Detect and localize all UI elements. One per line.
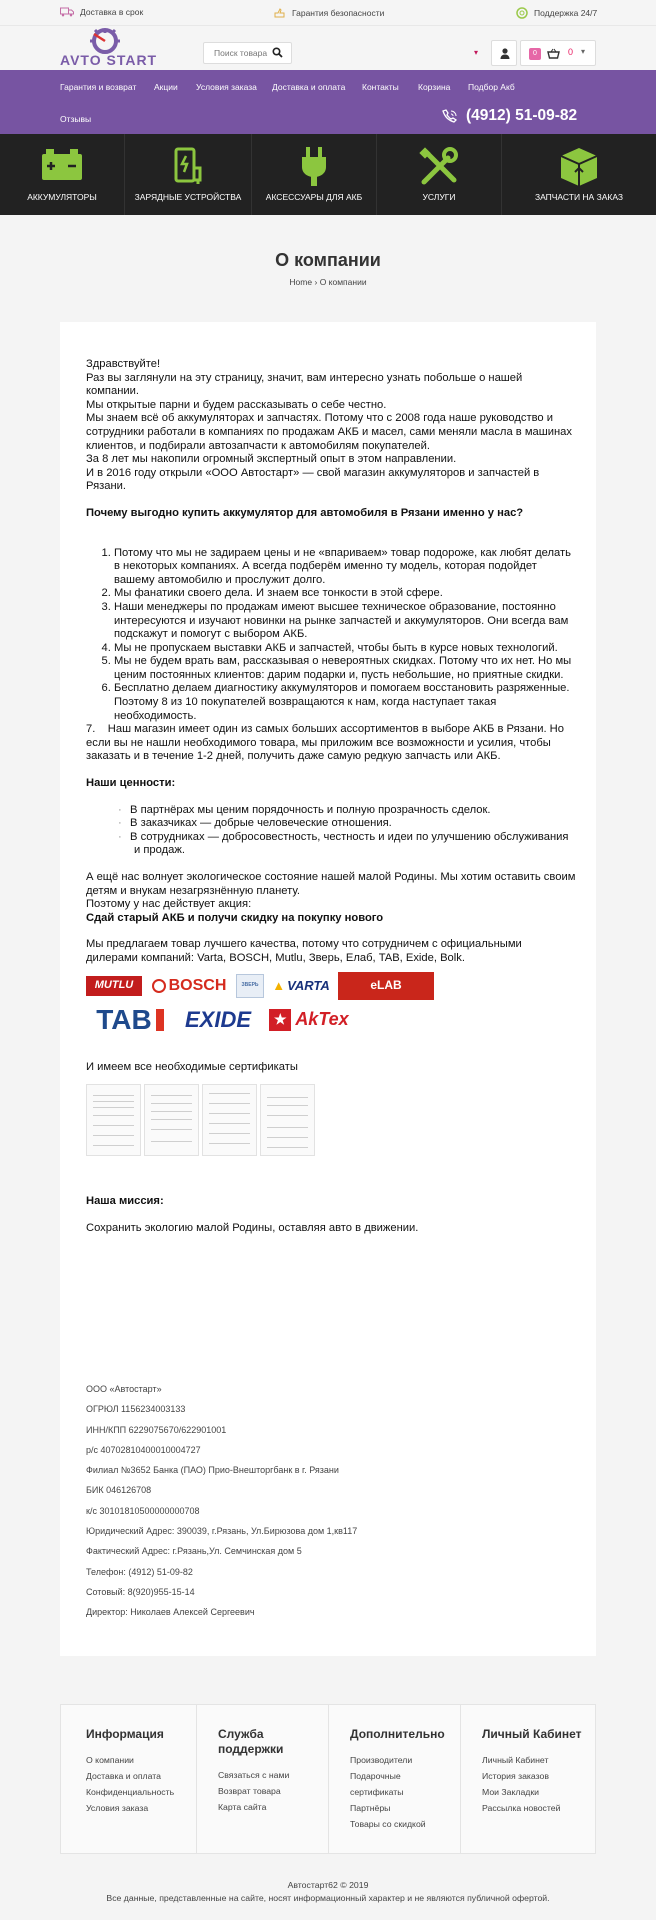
reason-item: 2. Мы фанатики своего дела. И знаем все тонкости в этой сфере. xyxy=(114,587,576,601)
category-label: ЗАПЧАСТИ НА ЗАКАЗ xyxy=(534,192,624,202)
requisite-line: ОГРЮЛ 1156234003133 xyxy=(86,1404,186,1415)
breadcrumb-current: О компании xyxy=(319,277,367,287)
footer-column-support xyxy=(218,1727,328,1815)
promo-intro: Поэтому у нас действует акция: xyxy=(86,898,252,911)
footer-link-account[interactable]: Личный Кабинет xyxy=(482,1755,549,1765)
reason-item: 4. Мы не пропускаем выставки АКБ и запчастей, чтобы быть в курсе новых технологий. xyxy=(114,642,576,656)
footer-column-extra xyxy=(350,1727,445,1832)
account-button[interactable] xyxy=(491,40,517,66)
category-accessories[interactable] xyxy=(252,134,377,215)
reason-item: 3. Наши менеджеры по продажам имеют высшее техническое образование, постоянно интересуются и изучают новинки на рынке запчастей и аккумуляторов. Они всегда вам подскажут и помогут с выбором АКБ. xyxy=(114,601,576,642)
footer-divider xyxy=(196,1704,197,1854)
value-item: · В заказчиках — добрые человеческие отношения. xyxy=(118,817,392,830)
delivery-info xyxy=(60,7,143,17)
search-placeholder: Поиск товара xyxy=(214,48,268,58)
footer-column-title: Служба поддержки xyxy=(218,1727,284,1756)
requisite-line: ИНН/КПП 6229075670/622901001 xyxy=(86,1424,227,1435)
requisite-line: ООО «Автостарт» xyxy=(86,1384,162,1394)
nav-guarantee[interactable]: Гарантия и возврат xyxy=(60,82,137,92)
mission-text: Сохранить экологию малой Родины, оставляя авто в движении. xyxy=(86,1221,419,1234)
delivery-text: Доставка в срок xyxy=(80,7,144,17)
certificate-thumbnail[interactable] xyxy=(86,1084,141,1156)
phone-number: (4912) 51-09-82 xyxy=(466,107,578,124)
brand-logo-mutlu: MUTLU xyxy=(86,976,142,996)
reason-extra: Поэтому 8 из 10 покупателей возвращаются к нам, когда наступает такая необходимость. xyxy=(114,696,497,722)
cart-chevron-icon: ▾ xyxy=(581,47,586,56)
footer-link-about[interactable]: О компании xyxy=(86,1755,134,1765)
footer-link-wishlist[interactable]: Мои Закладки xyxy=(482,1787,540,1797)
intro-paragraph: Мы открытые парни и будем рассказывать о себе честно. xyxy=(86,398,387,411)
footer-column-info xyxy=(86,1727,196,1816)
mission-heading: Наша миссия: xyxy=(86,1195,164,1208)
main-nav xyxy=(0,70,656,134)
support-info xyxy=(516,7,597,19)
search-icon[interactable] xyxy=(272,47,283,58)
reason-item-7 xyxy=(86,723,576,764)
cart-badge: 0 xyxy=(529,48,541,60)
brand-logo-bosch: BOSCH xyxy=(147,976,231,996)
intro-paragraph: Здравствуйте! xyxy=(86,358,161,370)
intro-paragraph: Раз вы заглянули на эту страницу, значит, вам интересно узнать побольше о нашей компании. xyxy=(86,371,523,398)
article xyxy=(86,358,576,1235)
logo-text: AVTO START xyxy=(60,52,158,68)
reason-text: Бесплатно делаем диагностику аккумуляторов и помогаем восстановить разряженные. xyxy=(114,682,570,695)
hand-icon xyxy=(274,7,286,18)
eco-paragraph: А ещё нас волнует экологическое состояние нашей малой Родины. Мы хотим оставить своим детям и внукам незагрязнённую планету. xyxy=(86,871,576,897)
cart-count: 0 xyxy=(568,47,574,57)
cart-button[interactable] xyxy=(520,40,596,66)
currency-chevron-icon[interactable]: ▾ xyxy=(474,48,479,57)
values-heading: Наши ценности: xyxy=(86,777,176,790)
nav-promotions[interactable]: Акции xyxy=(154,82,178,92)
brand-logo-zver: ЗВЕРЬ xyxy=(236,974,264,998)
nav-reviews[interactable]: Отзывы xyxy=(60,114,92,124)
copyright: Автостарт62 © 2019 xyxy=(287,1880,369,1890)
category-batteries[interactable] xyxy=(0,134,125,215)
nav-order-terms[interactable]: Условия заказа xyxy=(196,82,257,92)
category-parts[interactable] xyxy=(502,134,656,215)
charger-icon xyxy=(168,146,208,186)
category-label: АККУМУЛЯТОРЫ xyxy=(27,192,97,202)
reasons-list xyxy=(86,547,576,724)
footer-link-gift-certificates[interactable]: Подарочные сертификаты xyxy=(350,1771,404,1797)
certificate-thumbnail[interactable] xyxy=(260,1084,315,1156)
user-icon xyxy=(500,48,510,59)
reason-item: 5. Мы не будем врать вам, рассказывая о невероятных скидках. Потому что их нет. Но мы ценим постоянных клиентов: дарим подарки и, пусть небольшие, но приятные скидки. xyxy=(114,655,576,682)
box-icon xyxy=(557,146,601,188)
why-heading: Почему выгодно купить аккумулятор для автомобиля в Рязани именно у нас? xyxy=(86,506,524,519)
category-services[interactable] xyxy=(377,134,502,215)
plug-icon xyxy=(299,146,329,188)
value-item: · В партнёрах мы ценим порядочность и полную прозрачность сделок. xyxy=(118,803,491,816)
breadcrumb-separator: › xyxy=(314,277,318,287)
page-title: О компании xyxy=(275,250,381,270)
intro-paragraph: Мы знаем всё об аккумуляторах и запчастях. Потому что с 2008 года наше руководство и сотрудники работали в компаниях по продажам АКБ и масел, сами меняли масла в машинах клиентов, и подбирали автозапчасти к автомобилям покупателей. xyxy=(86,412,572,452)
requisite-line: к/с 30101810500000000708 xyxy=(86,1505,200,1516)
requisite-line: Сотовый: 8(920)955-15-14 xyxy=(86,1586,195,1597)
category-label: ЗАРЯДНЫЕ УСТРОЙСТВА xyxy=(134,192,242,202)
category-chargers[interactable] xyxy=(125,134,252,215)
brand-logo-elab: eLAB xyxy=(338,972,434,1000)
category-bar xyxy=(0,134,656,215)
nav-battery-selection[interactable]: Подбор Акб xyxy=(468,82,515,92)
reason-item: 1. Потому что мы не задираем цены и не «впариваем» товар подороже, как любят делать в некоторых компаниях. А всегда подберём именно ту модель, которая подойдет вашему автомобилю и прослужит долго. xyxy=(114,547,576,588)
requisite-line: Юридический Адрес: 390039, г.Рязань, Ул.Бирюзова дом 1,кв117 xyxy=(86,1526,358,1537)
brand-logos xyxy=(86,972,526,1035)
battery-icon xyxy=(40,146,84,182)
promo-text: Сдай старый АКБ и получи скидку на покупку нового xyxy=(86,911,384,924)
footer-link-order-history[interactable]: История заказов xyxy=(482,1771,549,1781)
footer-link-newsletter[interactable]: Рассылка новостей xyxy=(482,1803,561,1813)
basket-icon xyxy=(547,48,560,59)
safety-info xyxy=(274,7,384,18)
breadcrumb xyxy=(0,277,656,287)
footer-link-sitemap[interactable]: Карта сайта xyxy=(218,1802,267,1812)
footer-column-title: Дополнительно xyxy=(350,1727,445,1741)
footer-link-delivery[interactable]: Доставка и оплата xyxy=(86,1771,161,1781)
intro-paragraph: И в 2016 году открыли «ООО Автостарт» — свой магазин аккумуляторов и запчастей в Рязани. xyxy=(86,466,540,493)
footer-link-specials[interactable]: Товары со скидкой xyxy=(350,1819,426,1829)
footer-link-privacy[interactable]: Конфиденциальность xyxy=(86,1787,175,1797)
value-item: · В сотрудниках — добросовестность, честность и идеи по улучшению обслуживания и продаж. xyxy=(118,830,569,857)
header xyxy=(0,26,656,70)
certificate-thumbnail[interactable] xyxy=(202,1084,257,1156)
company-requisites xyxy=(86,1379,576,1623)
breadcrumb-home[interactable]: Home xyxy=(289,277,313,287)
support-text: Поддержка 24/7 xyxy=(534,8,598,18)
footer-column-title: Информация xyxy=(86,1727,164,1741)
category-label: УСЛУГИ xyxy=(422,192,456,202)
footer-column-title: Личный Кабинет xyxy=(482,1727,582,1741)
footer-link-terms[interactable]: Условия заказа xyxy=(86,1803,149,1813)
reason-text: Наш магазин имеет один из самых больших ассортиментов в выборе АКБ в Рязани. Но если вы не нашли необходимого товара, мы приложим все возможности и усилия, чтобы заказать и в течение 1-2 дней, получить даже самую редкую запчасть или АКБ. xyxy=(86,723,564,763)
footer-column-account xyxy=(482,1727,592,1816)
brand-logo-tab: TAB xyxy=(86,1005,174,1035)
nav-contacts[interactable]: Контакты xyxy=(362,82,399,92)
search-input[interactable] xyxy=(203,42,292,64)
phone-icon xyxy=(441,109,458,124)
requisite-line: Телефон: (4912) 51-09-82 xyxy=(86,1566,193,1577)
brand-logo-varta: ▲ VARTA xyxy=(272,977,330,993)
values-list xyxy=(86,804,576,858)
top-strip xyxy=(0,0,656,26)
nav-cart[interactable]: Корзина xyxy=(418,82,451,92)
certificate-thumbnail[interactable] xyxy=(144,1084,199,1156)
brand-logo-exide: EXIDE xyxy=(184,1006,252,1032)
site-logo[interactable] xyxy=(60,26,158,70)
requisite-line: БИК 046126708 xyxy=(86,1485,152,1496)
brand-logo-aktex: ★ AkTex xyxy=(262,1007,356,1033)
footer-link-partners[interactable]: Партнёры xyxy=(350,1803,391,1813)
footer-link-contact[interactable]: Связаться с нами xyxy=(218,1770,290,1780)
reason-number: 7. xyxy=(86,723,96,736)
certificates-text: И имеем все необходимые сертификаты xyxy=(86,1060,298,1073)
nav-delivery[interactable]: Доставка и оплата xyxy=(272,82,346,92)
certificates-gallery xyxy=(86,1084,576,1156)
requisite-line: р/с 40702810400010004727 xyxy=(86,1444,201,1455)
truck-icon xyxy=(60,7,74,17)
header-phone[interactable] xyxy=(441,107,577,125)
disclaimer: Все данные, представленные на сайте, носят информационный характер и не являются публичной офертой. xyxy=(106,1893,550,1903)
requisite-line: Директор: Николаев Алексей Сергеевич xyxy=(86,1607,255,1618)
reason-item xyxy=(114,682,576,723)
category-label: АКСЕССУАРЫ ДЛЯ АКБ xyxy=(265,192,363,202)
dealers-paragraph: Мы предлагаем товар лучшего качества, потому что сотрудничем с официальными дилерами компаний: Varta, BOSCH, Mutlu, Зверь, Елаб, TAB, Exide, Bolk. xyxy=(86,938,522,964)
footer-divider xyxy=(328,1704,329,1854)
footer-divider xyxy=(460,1704,461,1854)
footer-link-manufacturers[interactable]: Производители xyxy=(350,1755,413,1765)
footer-link-returns[interactable]: Возврат товара xyxy=(218,1786,281,1796)
requisite-line: Фактический Адрес: г.Рязань,Ул. Семчинская дом 5 xyxy=(86,1546,302,1557)
safety-text: Гарантия безопасности xyxy=(292,7,385,18)
requisite-line: Филиал №3652 Банка (ПАО) Прио-Внешторгбанк в г. Рязани xyxy=(86,1465,339,1476)
intro-paragraph: За 8 лет мы накопили огромный экспертный опыт в этом направлении. xyxy=(86,453,457,466)
tools-icon xyxy=(418,146,460,188)
support-icon xyxy=(516,7,528,19)
